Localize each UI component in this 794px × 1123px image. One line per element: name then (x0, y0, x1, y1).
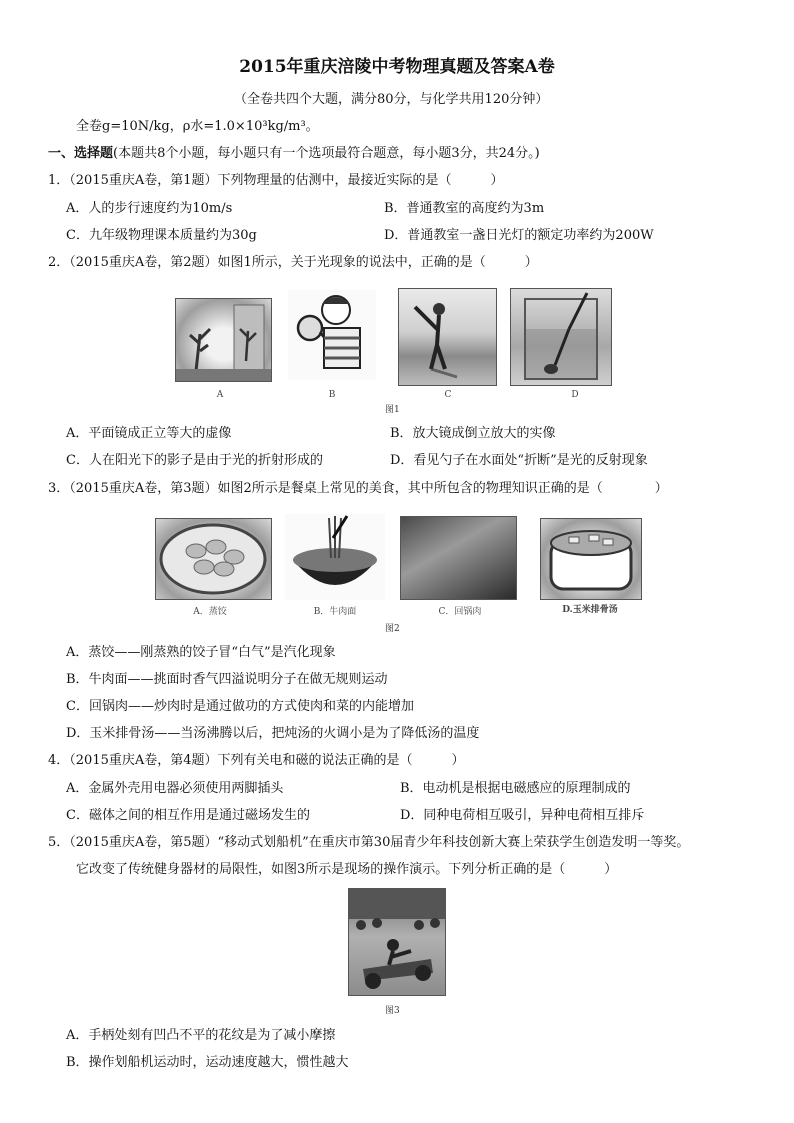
figure1-caption: 图1 (385, 405, 400, 415)
page-title: 2015年重庆涪陵中考物理真题及答案A卷 (239, 57, 555, 77)
q1-option-a: A．人的步行速度约为10m/s (66, 201, 233, 216)
figure2-label-a: A．蒸饺 (193, 607, 227, 617)
figure2-image-b (285, 514, 385, 600)
exam-subtitle: （全卷共四个大题，满分80分，与化学共用120分钟） (234, 92, 549, 107)
figure2-image-d (540, 518, 642, 600)
figure1-image-b (288, 290, 376, 380)
q4-stem: 4．（2015重庆A卷，第4题）下列有关电和磁的说法正确的是（ ） (48, 753, 465, 768)
figure2-label-b: B．牛肉面 (313, 607, 357, 617)
q2-stem: 2．（2015重庆A卷，第2题）如图1所示，关于光现象的说法中，正确的是（ ） (48, 255, 538, 270)
section-one-header (48, 145, 540, 163)
figure1-label-d: D (571, 390, 579, 400)
q1-option-c: C．九年级物理课本质量约为30g (66, 228, 257, 243)
q2-option-c: C．人在阳光下的影子是由于光的折射形成的 (66, 453, 323, 468)
q3-option-b: B．牛肉面——挑面时香气四溢说明分子在做无规则运动 (66, 672, 388, 687)
q5-option-a: A．手柄处刻有凹凸不平的花纹是为了减小摩擦 (66, 1028, 336, 1043)
figure2-image-a (155, 518, 272, 600)
figure1-image-c (398, 288, 497, 386)
q3-option-d: D．玉米排骨汤——当汤沸腾以后，把炖汤的火调小是为了降低汤的温度 (66, 726, 480, 741)
q4-option-d: D．同种电荷相互吸引，异种电荷相互排斥 (400, 808, 645, 823)
q3-stem: 3．（2015重庆A卷，第3题）如图2所示是餐桌上常见的美食，其中所包含的物理知识正确的是（ ） (48, 481, 668, 496)
figure1-image-d (510, 288, 612, 386)
figure2-caption: 图2 (385, 624, 400, 634)
section-one-heading: 一、选择题 (48, 146, 114, 161)
constants-line: 全卷g=10N/kg，ρ水=1.0×10³kg/m³。 (76, 119, 319, 134)
figure3-caption: 图3 (385, 1006, 400, 1016)
figure2-image-c (400, 516, 517, 600)
q1-option-d: D．普通教室一盏日光灯的额定功率约为200W (384, 228, 654, 243)
q2-option-b: B．放大镜成倒立放大的实像 (390, 426, 556, 441)
q4-option-a: A．金属外壳用电器必须使用两脚插头 (66, 781, 284, 796)
figure1-image-a (175, 298, 272, 382)
figure1-label-a: A (216, 390, 224, 400)
q5-option-b: B．操作划船机运动时，运动速度越大，惯性越大 (66, 1055, 349, 1070)
figure1-label-b: B (328, 390, 336, 400)
q3-option-c: C．回锅肉——炒肉时是通过做功的方式使肉和菜的内能增加 (66, 699, 414, 714)
figure2-label-c: C．回锅肉 (438, 607, 482, 617)
q1-stem: 1．（2015重庆A卷，第1题）下列物理量的估测中，最接近实际的是（ ） (48, 173, 504, 188)
figure2-label-d: D.玉米排骨汤 (562, 605, 618, 615)
q2-option-a: A．平面镜成正立等大的虚像 (66, 426, 232, 441)
q1-option-b: B．普通教室的高度约为3m (384, 201, 545, 216)
q4-option-c: C．磁体之间的相互作用是通过磁场发生的 (66, 808, 310, 823)
figure1-label-c: C (444, 390, 452, 400)
q2-option-d: D．看见勺子在水面处“折断”是光的反射现象 (390, 453, 648, 468)
q3-option-a: A．蒸饺——刚蒸熟的饺子冒“白气”是汽化现象 (66, 645, 336, 660)
q4-option-b: B．电动机是根据电磁感应的原理制成的 (400, 781, 631, 796)
figure3-image (348, 888, 446, 996)
q5-stem-line1: 5．（2015重庆A卷，第5题）“移动式划船机”在重庆市第30届青少年科技创新大赛上荣获学生创造发明一等奖。 (48, 835, 690, 850)
q5-stem-line2: 它改变了传统健身器材的局限性，如图3所示是现场的操作演示。下列分析正确的是（ ） (76, 862, 618, 877)
section-one-desc: (本题共8个小题，每小题只有一个选项最符合题意，每小题3分，共24分。) (113, 146, 540, 161)
